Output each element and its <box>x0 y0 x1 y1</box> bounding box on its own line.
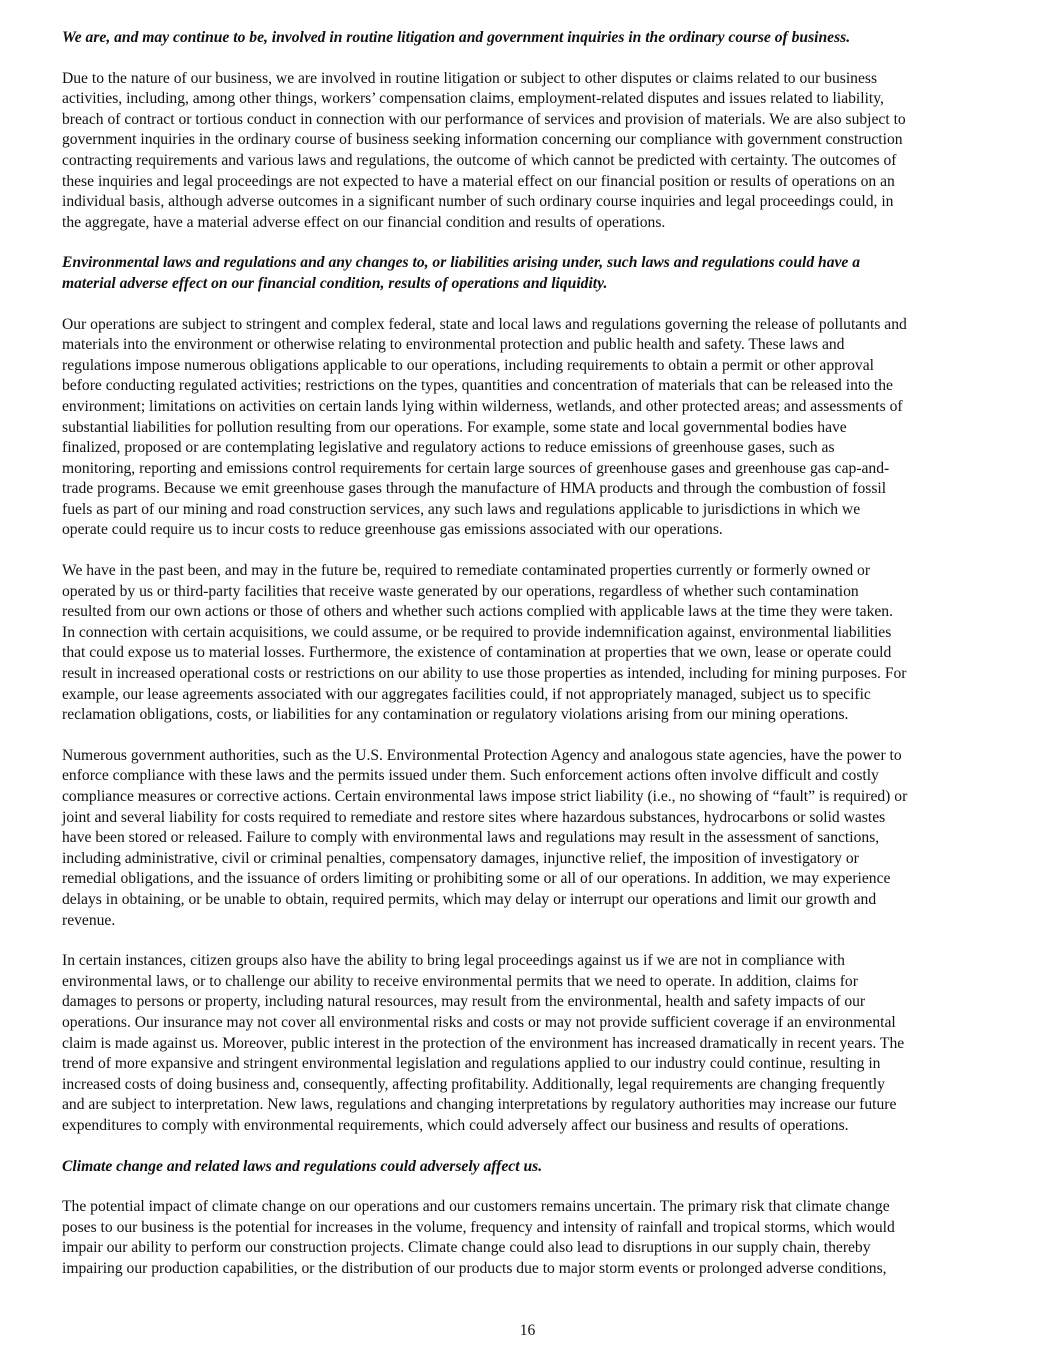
section-climate-change <box>62 1157 1007 1280</box>
text-line: Our operations are subject to stringent and complex federal, state and local laws and regulations governing the release of pollutants and <box>62 315 907 333</box>
text-line: government inquiries in the ordinary course of business seeking information concerning our compliance with government construction <box>62 131 903 149</box>
heading-line: We are, and may continue to be, involved in routine litigation and government inquiries in the ordinary course of business. <box>62 29 851 46</box>
text-line: compliance measures or corrective actions. Certain environmental laws impose strict liability (i.e., no showing of “fault” is required) or <box>62 788 908 805</box>
heading-line: Environmental laws and regulations and any changes to, or liabilities arising under, such laws and regulations could have a <box>62 254 861 272</box>
body-paragraph <box>62 561 1007 726</box>
text-line: claim is made against us. Moreover, public interest in the protection of the environment has increased dramatically in recent years. The <box>62 1034 905 1052</box>
text-line: breach of contract or tortious conduct in connection with our performance of services and provision of materials. We are also subject to <box>62 110 906 128</box>
text-line: delays in obtaining, or be unable to obtain, required permits, which may delay or interrupt our operations and limit our growth and <box>62 890 877 908</box>
text-line: enforce compliance with these laws and the permits issued under them. Such enforcement actions often involve difficult and costly <box>62 767 879 785</box>
section-heading <box>62 1157 1007 1178</box>
text-line: that could expose us to material losses. Furthermore, the existence of contamination at properties that we own, lease or operate could <box>62 644 892 662</box>
body-paragraph <box>62 746 1007 931</box>
text-line: impair our ability to perform our construction projects. Climate change could also lead to disruptions in our supply chain, thereby <box>62 1239 871 1257</box>
text-line: resulted from our own actions or those of others and whether such actions complied with applicable laws at the time they were taken. <box>62 603 893 621</box>
text-line: poses to our business is the potential for increases in the volume, frequency and intensity of rainfall and tropical storms, which would <box>62 1218 895 1236</box>
text-line: expenditures to comply with environmental requirements, which could adversely affect our business and results of operations. <box>62 1116 849 1134</box>
page-number: 16 <box>519 1322 536 1339</box>
text-line: materials into the environment or otherwise relating to environmental protection and public health and safety. These laws and <box>62 336 845 354</box>
text-line: joint and several liability for costs required to remediate and restore sites where hazardous substances, hydrocarbons or solid wastes <box>62 808 886 826</box>
text-line: example, our lease agreements associated with our aggregates facilities could, if not appropriately managed, subject us to specific <box>62 685 871 703</box>
section-heading <box>62 28 1007 49</box>
text-line: environment; limitations on activities on certain lands lying within wilderness, wetlands, and other protected areas; and assessments of <box>62 397 903 415</box>
text-line: individual basis, although adverse outcomes in a significant number of such ordinary course inquiries and legal proceedings could, in <box>62 193 894 211</box>
text-line: operations. Our insurance may not cover all environmental risks and costs or may not provide sufficient coverage if an environmental <box>62 1013 896 1031</box>
text-line: these inquiries and legal proceedings are not expected to have a material effect on our financial position or results of operations on an <box>62 172 895 190</box>
text-line: In connection with certain acquisitions, we could assume, or be required to provide indemnification against, environmental liabilities <box>62 623 892 641</box>
body-paragraph <box>62 69 1007 234</box>
heading-line: material adverse effect on our financial condition, results of operations and liquidity. <box>62 274 608 292</box>
text-line: damages to persons or property, including natural resources, may result from the environmental, health and safety impacts of our <box>62 993 866 1011</box>
body-paragraph <box>62 951 1007 1136</box>
text-line: impairing our production capabilities, or the distribution of our products due to major storm events or prolonged adverse conditions, <box>62 1259 887 1277</box>
text-line: the aggregate, have a material adverse effect on our financial condition and results of operations. <box>62 213 666 231</box>
text-line: have been stored or released. Failure to comply with environmental laws and regulations may result in the assessment of sanctions, <box>62 829 880 847</box>
text-line: finalized, proposed or are contemplating legislative and regulatory actions to reduce emissions of greenhouse gases, such as <box>62 439 835 457</box>
text-line: monitoring, reporting and emissions control requirements for certain large sources of greenhouse gases and greenhouse gas cap-and- <box>62 459 890 477</box>
text-line: including administrative, civil or criminal penalties, compensatory damages, injunctive relief, the imposition of investigatory or <box>62 849 859 867</box>
section-litigation <box>62 28 1007 253</box>
text-line: result in increased operational costs or restrictions on our ability to use those properties as intended, including for mining purposes. For <box>62 665 907 683</box>
text-line: fuels as part of our mining and road construction services, any such laws and regulations applicable to jurisdictions in which we <box>62 500 861 518</box>
section-heading <box>62 253 1007 294</box>
text-line: operate could require us to incur costs to reduce greenhouse gas emissions associated with our operations. <box>62 521 723 539</box>
text-line: trend of more expansive and stringent environmental legislation and regulations applied to our industry could continue, resulting in <box>62 1055 881 1073</box>
text-line: In certain instances, citizen groups also have the ability to bring legal proceedings against us if we are not in compliance with <box>62 952 845 970</box>
text-line: activities, including, among other things, workers’ compensation claims, employment-related disputes and issues related to liability, <box>62 90 884 108</box>
text-line: trade programs. Because we emit greenhouse gases through the manufacture of HMA products and through the combustion of fossil <box>62 480 887 498</box>
body-paragraph <box>62 1197 1007 1279</box>
text-line: and are subject to interpretation. New laws, regulations and changing interpretations by regulatory authorities may increase our future <box>62 1096 897 1114</box>
text-line: environmental laws, or to challenge our ability to receive environmental permits that we need to operate. In addition, claims for <box>62 972 858 990</box>
text-line: contracting requirements and various laws and regulations, the outcome of which cannot be predicted with certainty. The outcomes of <box>62 151 897 169</box>
section-environmental <box>62 253 1007 1156</box>
text-line: reclamation obligations, costs, or liabilities for any contamination or regulatory violations arising from our mining operations. <box>62 706 849 724</box>
body-paragraph <box>62 315 1007 542</box>
text-line: operated by us or third-party facilities that receive waste generated by our operations, regardless of whether such contamination <box>62 582 859 600</box>
text-line: The potential impact of climate change on our operations and our customers remains uncertain. The primary risk that climate change <box>62 1198 890 1216</box>
text-line: We have in the past been, and may in the future be, required to remediate contaminated properties currently or formerly owned or <box>62 562 871 580</box>
text-line: substantial liabilities for pollution resulting from our operations. For example, some state and local governmental bodies have <box>62 418 847 436</box>
text-line: regulations impose numerous obligations applicable to our operations, including requirements to obtain a permit or other approval <box>62 356 874 374</box>
text-line: Due to the nature of our business, we are involved in routine litigation or subject to other disputes or claims related to our business <box>62 69 878 87</box>
text-line: revenue. <box>62 911 116 929</box>
text-line: remedial obligations, and the issuance of orders limiting or prohibiting some or all of our operations. In addition, we may experience <box>62 870 891 888</box>
text-line: before conducting regulated activities; restrictions on the types, quantities and concentration of materials that can be released into the <box>62 377 893 395</box>
document-page <box>62 28 1007 1279</box>
heading-line: Climate change and related laws and regulations could adversely affect us. <box>62 1157 543 1175</box>
text-line: Numerous government authorities, such as the U.S. Environmental Protection Agency and analogous state agencies, have the power to <box>62 746 902 764</box>
text-line: increased costs of doing business and, consequently, affecting profitability. Additionally, legal requirements are changing frequently <box>62 1075 885 1093</box>
